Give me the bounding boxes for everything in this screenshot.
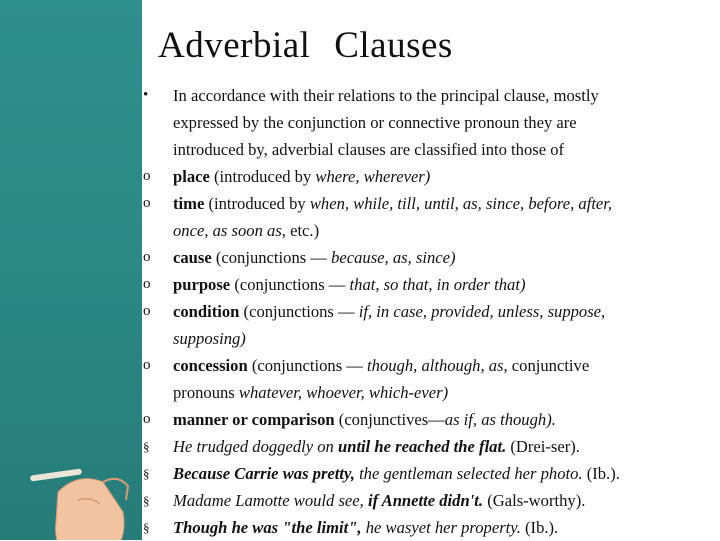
text-run: Madame Lamotte would see, (173, 491, 368, 510)
list-item (142, 244, 718, 271)
chalkboard-panel (0, 0, 142, 540)
bullet-marker: o (143, 168, 151, 184)
text-run: if Annette didn't. (367, 491, 484, 510)
text-line (173, 487, 718, 514)
page-title: Adverbial Clauses (158, 25, 453, 66)
bullet-marker: § (143, 493, 150, 508)
text-line (173, 190, 718, 217)
bullet-marker: o (143, 195, 151, 211)
text-run: Because Carrie was pretty, (173, 464, 355, 483)
text-run: that, so that, in order that) (349, 275, 526, 294)
text-run: though, although, as, (367, 356, 508, 375)
text-run: pronouns (173, 383, 239, 402)
list-item (142, 298, 718, 352)
text-run: as if, as though). (444, 410, 556, 429)
bullet-marker: o (143, 411, 151, 427)
text-run: he wasyet her property. (361, 518, 521, 537)
text-line (173, 136, 718, 163)
list-item (142, 271, 718, 298)
list-item (142, 487, 718, 514)
text-run: (Gals-worthy). (483, 491, 586, 510)
bullet-marker: § (143, 520, 150, 535)
text-run: (conjunctives— (334, 410, 445, 429)
bullet-marker: o (143, 357, 151, 373)
bullet-marker: o (143, 303, 151, 319)
text-run: (introduced by (209, 167, 316, 186)
list-item (142, 460, 718, 487)
text-run: because, as, since) (331, 248, 456, 267)
text-run: once, as soon as (173, 221, 282, 240)
bullet-marker: o (143, 276, 151, 292)
text-run: (conjunctions — (211, 248, 332, 267)
text-line (173, 325, 718, 352)
text-run: place (173, 167, 210, 186)
text-run: condition (173, 302, 240, 321)
text-run: (conjunctions — (230, 275, 350, 294)
list-item (142, 433, 718, 460)
text-run: (Drei-ser). (506, 437, 580, 456)
list-item (142, 352, 718, 406)
text-run: whatever, whoever, which-ever) (238, 383, 449, 402)
bullet-marker: o (143, 249, 151, 265)
bullet-marker: • (143, 87, 149, 103)
text-line (173, 109, 718, 136)
text-run: In accordance with their relations to the principal clause, mostly (173, 86, 599, 105)
text-run: (Ib.). (520, 518, 559, 537)
text-run: conjunctive (507, 356, 590, 375)
text-run: Though he was "the limit", (173, 518, 362, 537)
text-run: the gentleman selected her photo. (354, 464, 583, 483)
list-item (142, 514, 718, 541)
slide-content (142, 0, 720, 540)
text-line (173, 433, 718, 460)
text-run: introduced by, adverbial clauses are classified into those of (173, 140, 565, 159)
text-run: until he reached the flat. (337, 437, 507, 456)
text-line (173, 244, 718, 271)
list-item (142, 190, 718, 244)
text-run: (conjunctions — (239, 302, 359, 321)
hand-with-chalk-image (48, 452, 142, 540)
text-line (173, 163, 718, 190)
text-run: manner or comparison (173, 410, 335, 429)
text-run: time (173, 194, 205, 213)
text-line (173, 514, 718, 541)
text-line (173, 271, 718, 298)
text-line (173, 82, 718, 109)
bullet-marker: § (143, 466, 150, 481)
text-line (173, 352, 718, 379)
list-item (142, 82, 718, 163)
bullet-marker: § (143, 439, 150, 454)
text-run: He trudged doggedly on (173, 437, 338, 456)
text-run: cause (173, 248, 212, 267)
text-line (173, 406, 718, 433)
text-run: if, in case, provided, unless, suppose, (358, 302, 606, 321)
text-run: concession (173, 356, 248, 375)
text-run: (Ib.). (582, 464, 620, 483)
bullet-list (142, 82, 718, 541)
list-item (142, 406, 718, 433)
text-line (173, 217, 718, 244)
text-line (173, 460, 718, 487)
text-run: , etc.) (281, 221, 320, 240)
list-item (142, 163, 718, 190)
text-run: purpose (173, 275, 231, 294)
text-run: expressed by the conjunction or connective pronoun they are (173, 113, 577, 132)
text-run: when, while, till, until, as, since, before, after, (309, 194, 613, 213)
text-run: (introduced by (204, 194, 310, 213)
text-run: (conjunctions — (247, 356, 368, 375)
text-line (173, 298, 718, 325)
text-line (173, 379, 718, 406)
text-run: supposing) (173, 329, 246, 348)
text-run: where, wherever) (315, 167, 431, 186)
